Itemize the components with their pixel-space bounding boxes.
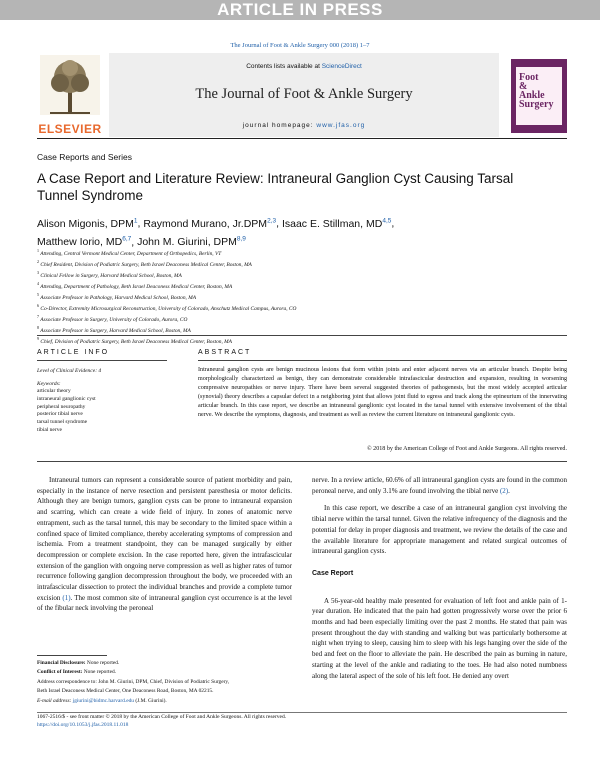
issn-line: 1067-2516/$ - see front matter © 2018 by the American College of Foot and Ankle Surgeons. All rights reserved.: [37, 714, 287, 720]
author[interactable]: [143, 218, 276, 230]
keyword-list: [37, 388, 96, 435]
affiliation: [37, 313, 567, 324]
keyword[interactable]: peripheral neuropathy: [37, 403, 86, 410]
author[interactable]: [37, 218, 138, 230]
divider: [37, 712, 567, 713]
affiliation-number: 3: [37, 270, 39, 275]
email-link[interactable]: jgiurini@bidmc.harvard.edu: [72, 698, 134, 704]
affiliation: [37, 291, 567, 302]
evidence-level: Level of Clinical Evidence: 4: [37, 368, 102, 374]
author-name: Raymond Murano, Jr.DPM: [143, 217, 268, 230]
cover-line: &: [519, 81, 528, 92]
affiliation-text: Attending, Central Vermont Medical Center, Department of Orthopedics, Berlin, VT: [40, 250, 222, 257]
author-name: Matthew Iorio, MD: [37, 236, 123, 248]
article-in-press-banner: [0, 0, 600, 20]
homepage-link[interactable]: www.jfas.org: [316, 122, 366, 129]
journal-header: [37, 53, 567, 139]
author-affiliation-sup[interactable]: 6,7: [122, 235, 132, 243]
body-paragraph: In this case report, we describe a case of an intraneural ganglion cyst involving the tibial nerve within the tarsal tunnel. Given the relative infrequency of the diagnosis and the potential for delay in proper diagnosis and treatment, we review the details of the case and the available literature for appropriate management and related surgical outcomes of intraneural ganglion cysts.: [312, 504, 567, 556]
footnote-text: None reported.: [85, 660, 120, 666]
author-affiliation-sup[interactable]: 8,9: [236, 235, 246, 243]
author-list: Alison Migonis, DPM$^1$, Raymond Murano, Jr.DPM$^{2,3}$, Isaac E. Stillman, MD$^{4,5}$, Matthew Iorio, MD$^{6,7}$, John M. Giurini, DPM$^{8,9}$: [37, 217, 395, 248]
author[interactable]: [282, 218, 391, 230]
affiliations: [37, 247, 567, 346]
body-paragraph: A 56-year-old healthy male presented for evaluation of left foot and ankle pain of 1-year duration. He indicated that the pain had gotten progressively worse over the prior 6 months and had been especially limiting over the past 2 months. He stated that pain was present throughout the day with standing and walking but was particularly bothersome at night when trying to sleep, causing him to sleep with his legs hanging over the side of the bed and feet on the floor to alleviate the pain. He described the pain as burning in nature, starting at the level of the ankle and radiating to the toes. He had also noted numbness along the lateral aspect of the sole of his left foot. He denied any overt: [312, 596, 567, 680]
abstract-heading: ABSTRACT: [198, 349, 567, 361]
footnote-financial: [37, 659, 297, 668]
abstract-text: Intraneural ganglion cysts are benign mucinous lesions that form within joints and enter adjacent nerves via an articular branch. Despite being morphologically characterized as benign, they can demonstrate considerable intrafascicular destruction and expansion, resulting in worsening compressive neuropathies or nerve injury. There have been several suggested theories of pathogenesis, but the most widely accepted articular (synovial) theory describes a capsular defect in a neighboring joint that allows joint fluid to egress and track along the epineurium of the innervating articular branch. In this case report, we describe an intraneural ganglionic cyst located in the tarsal tunnel with extensive involvement of the tibial nerve. We describe the symptoms, diagnosis, and treatment as well as review the current literature on intraneural ganglionic cysts.: [198, 367, 567, 419]
affiliation-text: Attending, Department of Pathology, Beth Israel Deaconess Medical Center, Boston, MA: [40, 283, 233, 290]
reference-link[interactable]: (2): [499, 486, 509, 495]
article-title: A Case Report and Literature Review: Intraneural Ganglion Cyst Causing Tarsal Tunnel Syndrome: [37, 171, 514, 203]
affiliation-number: 5: [37, 292, 39, 297]
body-text: .: [508, 486, 510, 495]
affiliation: [37, 247, 567, 258]
affiliation-number: 9: [37, 336, 39, 341]
keywords-label: Keywords:: [37, 381, 61, 387]
author-affiliation-sup[interactable]: 4,5: [382, 217, 392, 224]
affiliation-text: Associate Professor in Pathology, Harvard Medical School, Boston, MA: [40, 294, 197, 301]
footnote-text: (J.M. Giurini).: [133, 698, 167, 704]
affiliation-text: Co-Director, Extremity Microsurgical Reconstruction, University of Colorado, Anschutz Medical Campus, Aurora, CO: [40, 305, 297, 312]
author-name: John M. Giurini, DPM: [137, 236, 237, 248]
cover-line: Ankle: [519, 90, 545, 101]
journal-title: The Journal of Foot & Ankle Surgery: [195, 86, 413, 102]
homepage-label: journal homepage:: [242, 122, 317, 129]
author-name: Isaac E. Stillman, MD: [281, 217, 383, 230]
banner-text: ARTICLE IN PRESS: [217, 0, 383, 19]
author-affiliation-sup[interactable]: 2,3: [267, 217, 277, 224]
affiliation-number: 4: [37, 281, 39, 286]
affiliation-text: Clinical Fellow in Surgery, Harvard Medical School, Boston, MA: [40, 272, 182, 279]
cover-line: Surgery: [519, 99, 554, 110]
footnote-address-line: Address correspondence to: John M. Giurini, DPM, Chief, Division of Podiatric Surgery,: [37, 679, 230, 685]
elsevier-logo[interactable]: [37, 55, 103, 137]
contents-prefix: Contents lists available at: [246, 63, 322, 70]
keyword[interactable]: tarsal tunnel syndrome: [37, 419, 88, 426]
journal-homepage-line: [109, 122, 499, 129]
affiliation-number: 1: [37, 248, 39, 253]
footnote-label: Financial Disclosure:: [37, 660, 86, 666]
journal-title-box: [109, 53, 499, 137]
cover-line: Foot: [519, 72, 539, 83]
keyword[interactable]: intraneural ganglionic cyst: [37, 395, 96, 402]
body-paragraph: [37, 475, 292, 614]
affiliation-text: Associate Professor in Surgery, Harvard Medical School, Boston, MA: [40, 327, 191, 334]
body-column-right: [312, 475, 567, 681]
body-text: . The most common site of intraneural ganglion cyst occurrence is at the level of the fibular neck involving the peroneal: [37, 593, 292, 613]
article-info-heading: ARTICLE INFO: [37, 349, 167, 361]
footnote-text: None reported.: [82, 669, 117, 675]
body-text: nerve. In a review article, 60.6% of all intraneural ganglion cysts are found in the common peroneal nerve, and only 3.1% are found involving the tibial nerve: [312, 476, 567, 495]
affiliation-number: 7: [37, 314, 39, 319]
elsevier-tree-icon: [40, 55, 100, 115]
affiliation: [37, 302, 567, 313]
divider: [37, 461, 567, 462]
affiliation: [37, 324, 567, 335]
footnote-divider: [37, 655, 107, 656]
author-affiliation-sup[interactable]: 1: [133, 217, 138, 224]
affiliation-number: 8: [37, 325, 39, 330]
affiliation: [37, 280, 567, 291]
keyword[interactable]: tibial nerve: [37, 426, 62, 433]
footnote-label: Conflict of Interest:: [37, 669, 83, 675]
affiliation: [37, 269, 567, 280]
author-name: Alison Migonis, DPM: [37, 217, 134, 230]
keyword[interactable]: articular theory: [37, 388, 71, 394]
footnote-conflict: [37, 668, 297, 677]
affiliation-text: Chief, Division of Podiatric Surgery, Beth Israel Deaconess Medical Center, Boston, MA: [40, 338, 232, 345]
affiliation-text: Associate Professor in Surgery, University of Colorado, Aurora, CO: [40, 316, 188, 323]
affiliation: [37, 335, 567, 346]
abstract-copyright: © 2018 by the American College of Foot and Ankle Surgeons. All rights reserved.: [367, 446, 567, 452]
section-type: Case Reports and Series: [37, 152, 132, 162]
body-column-left: [37, 475, 292, 614]
journal-reference[interactable]: The Journal of Foot & Ankle Surgery 000 (2018) 1–7: [230, 42, 370, 49]
affiliation: [37, 258, 567, 269]
case-report-heading: Case Report: [312, 569, 354, 577]
elsevier-wordmark: ELSEVIER: [38, 122, 102, 136]
footnote-address-line: Beth Israel Deaconess Medical Center, One Deaconess Road, Boston, MA 02215.: [37, 688, 214, 694]
body-paragraph: [312, 475, 567, 496]
affiliation-text: Chief Resident, Division of Podiatric Surgery, Beth Israel Deaconess Medical Center, Boston, MA: [40, 261, 252, 268]
cover-title: [519, 73, 553, 109]
affiliation-number: 2: [37, 259, 39, 264]
affiliation-number: 6: [37, 303, 39, 308]
journal-cover-thumbnail[interactable]: [511, 59, 567, 133]
footnote-email: [37, 697, 297, 706]
email-label: E-mail address:: [37, 698, 73, 704]
contents-line: [109, 63, 499, 70]
keyword[interactable]: posterior tibial nerve: [37, 411, 83, 418]
body-text: Intraneural tumors can represent a considerable source of patient morbidity and pain, especially in the instance of nerve resection and persistent paresthesia or motor deficits. Although they are benign tumors, ganglion cysts can be prone to intraneural expansion and scarring, which can create a wide field of injury. In zones of anatomic nerve entrapment, such as the tarsal tunnel, this may be secondary to the limited space within a confined space of limited compliance, thereby accelerating symptoms of compression and ischemia. From a treatment standpoint, they can be managed surgically by either decompression or complete excision. In the case reported here, given the intrafascicular extension of the ganglion with ongoing nerve compression as well as higher rates of tumor recurrence following ganglion decompression throughout the body, we proceeded with an intrafascicular dissection to protect the individual branches and provide a complete tumor excision: [37, 476, 292, 602]
doi-link[interactable]: https://doi.org/10.1053/j.jfas.2018.11.018: [37, 722, 129, 728]
reference-link[interactable]: (1): [62, 593, 71, 602]
sciencedirect-link[interactable]: ScienceDirect: [321, 63, 362, 70]
divider: [37, 335, 567, 336]
